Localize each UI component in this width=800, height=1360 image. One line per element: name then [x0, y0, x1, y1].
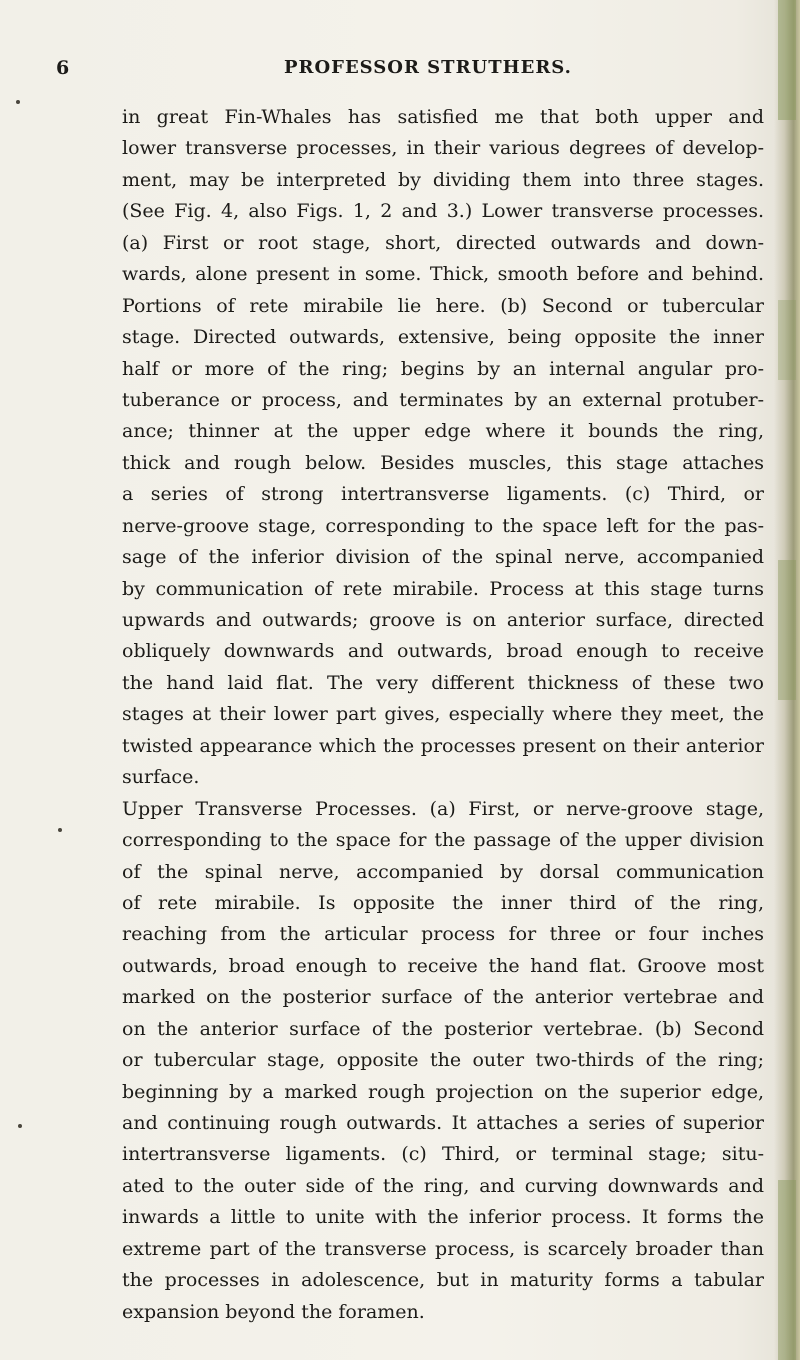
text-line: thick and rough below. Besides muscles, this stage attaches: [122, 451, 764, 474]
page-edge-shadow: [774, 0, 800, 1360]
page-number: 6: [56, 57, 70, 79]
body-text: [122, 102, 764, 1328]
speck: [18, 1124, 22, 1128]
text-line: intertransverse ligaments. (c) Third, or terminal stage; situ-: [122, 1143, 764, 1166]
text-line: stages at their lower part gives, especially where they meet, the: [122, 703, 764, 726]
text-line: expansion beyond the foramen.: [122, 1300, 425, 1323]
text-line: reaching from the articular process for three or four inches: [122, 923, 764, 946]
text-line: by communication of rete mirabile. Process at this stage turns: [122, 577, 764, 600]
text-line: wards, alone present in some. Thick, smooth before and behind.: [122, 263, 764, 286]
text-line: lower transverse processes, in their various degrees of develop-: [122, 137, 764, 160]
edge-discoloration: [778, 560, 796, 700]
text-line: in great Fin-Whales has satisfied me that both upper and: [122, 106, 764, 128]
speck: [16, 100, 20, 104]
text-line: or tubercular stage, opposite the outer two-thirds of the ring;: [122, 1049, 764, 1072]
text-line: obliquely downwards and outwards, broad enough to receive: [122, 640, 764, 663]
text-line: on the anterior surface of the posterior vertebrae. (b) Second: [122, 1017, 764, 1040]
text-line: outwards, broad enough to receive the hand flat. Groove most: [122, 954, 764, 977]
text-line: Portions of rete mirabile lie here. (b) Second or tubercular: [122, 294, 764, 317]
text-line: ment, may be interpreted by dividing them into three stages.: [122, 168, 764, 191]
text-line: the processes in adolescence, but in maturity forms a tabular: [122, 1269, 764, 1292]
edge-discoloration: [778, 1180, 796, 1360]
text-line: and continuing rough outwards. It attaches a series of superior: [122, 1112, 764, 1134]
text-line: (See Fig. 4, also Figs. 1, 2 and 3.) Lower transverse processes.: [122, 200, 764, 223]
text-line: tuberance or process, and terminates by an external protuber-: [122, 388, 764, 411]
text-line: marked on the posterior surface of the anterior vertebrae and: [122, 986, 764, 1009]
text-line: beginning by a marked rough projection on the superior edge,: [122, 1080, 764, 1103]
text-line: (a) First or root stage, short, directed outwards and down-: [122, 231, 764, 254]
text-line: nerve-groove stage, corresponding to the space left for the pas-: [122, 514, 764, 537]
text-line: a series of strong intertransverse ligaments. (c) Third, or: [122, 483, 764, 506]
text-line: Upper Transverse Processes. (a) First, or nerve-groove stage,: [122, 797, 764, 820]
text-line: sage of the inferior division of the spinal nerve, accompanied: [122, 546, 764, 569]
text-line: of the spinal nerve, accompanied by dorsal communication: [122, 860, 764, 883]
text-line: ated to the outer side of the ring, and curving downwards and: [122, 1174, 764, 1197]
text-line: twisted appearance which the processes present on their anterior: [122, 734, 764, 757]
page-header: [0, 57, 800, 89]
text-line: ance; thinner at the upper edge where it bounds the ring,: [122, 420, 764, 443]
speck: [58, 828, 62, 832]
text-line: inwards a little to unite with the inferior process. It forms the: [122, 1206, 764, 1229]
edge-discoloration: [778, 300, 796, 380]
running-head: PROFESSOR STRUTHERS.: [284, 57, 572, 78]
text-line: half or more of the ring; begins by an internal angular pro-: [122, 357, 764, 380]
text-line: upwards and outwards; groove is on anterior surface, directed: [122, 609, 764, 631]
text-line: surface.: [122, 766, 200, 789]
text-line: stage. Directed outwards, extensive, being opposite the inner: [122, 326, 764, 349]
text-line: of rete mirabile. Is opposite the inner third of the ring,: [122, 891, 764, 914]
text-line: the hand laid flat. The very different thickness of these two: [122, 671, 764, 694]
text-line: corresponding to the space for the passage of the upper division: [122, 829, 764, 852]
text-line: extreme part of the transverse process, is scarcely broader than: [122, 1237, 764, 1260]
